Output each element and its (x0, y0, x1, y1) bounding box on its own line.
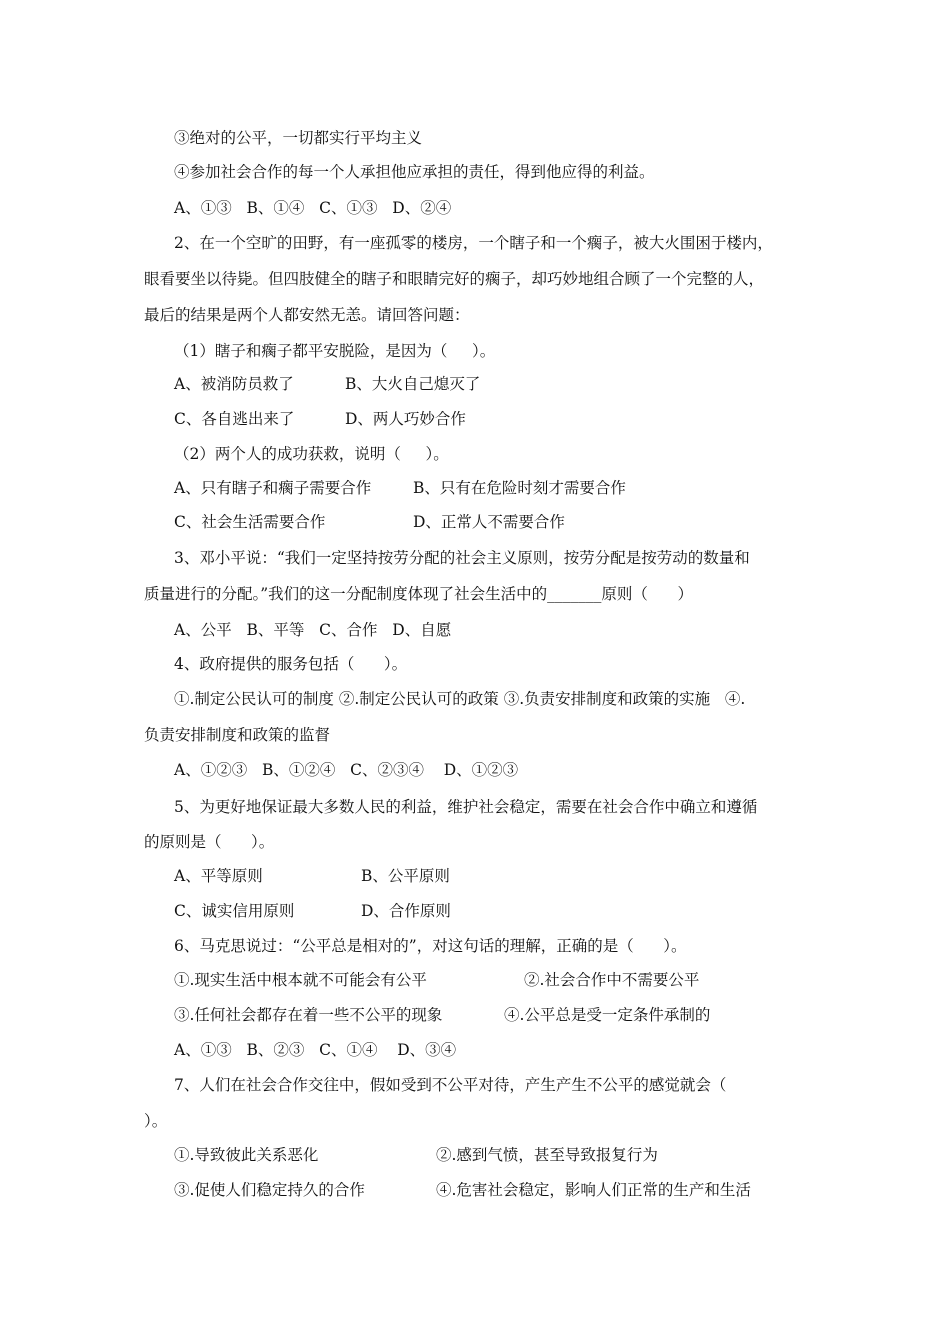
q4-stem: 4、政府提供的服务包括（ ）。 (174, 655, 408, 673)
q2-stem-line-3: 最后的结果是两个人都安然无恙。请回答问题： (144, 306, 470, 324)
q6-item-4: ④.公平总是受一定条件承制的 (504, 1006, 711, 1024)
q6-answer-options: A、①③ B、②③ C、①④ D、③④ (174, 1041, 457, 1059)
q5-option-c: C、诚实信用原则 (174, 902, 295, 920)
q5-option-b: B、公平原则 (361, 867, 450, 885)
q2-sub2-option-b: B、只有在危险时刻才需要合作 (413, 479, 626, 497)
q3-stem-line-2: 质量进行的分配。”我们的这一分配制度体现了社会生活中的_______原则（ ） (144, 585, 693, 603)
q2-sub1-option-d: D、两人巧妙合作 (345, 410, 466, 428)
q7-item-2: ②.感到气愤，甚至导致报复行为 (436, 1146, 658, 1164)
q1-answer-options: A、①③ B、①④ C、①③ D、②④ (174, 199, 452, 217)
q6-item-2: ②.社会合作中不需要公平 (524, 971, 700, 989)
q5-stem-line-1: 5、为更好地保证最大多数人民的利益，维护社会稳定，需要在社会合作中确立和遵循 (174, 798, 758, 816)
q5-option-d: D、合作原则 (361, 902, 451, 920)
q3-stem-line-1: 3、邓小平说：“我们一定坚持按劳分配的社会主义原则，按劳分配是按劳动的数量和 (174, 549, 750, 567)
q2-sub1-option-b: B、大火自己熄灭了 (345, 375, 481, 393)
q2-sub2-option-c: C、社会生活需要合作 (174, 513, 326, 531)
q7-item-1: ①.导致彼此关系恶化 (174, 1146, 319, 1164)
q6-stem: 6、马克思说过：“公平总是相对的”，对这句话的理解，正确的是（ ）。 (174, 937, 687, 955)
q7-item-4: ④.危害社会稳定，影响人们正常的生产和生活 (436, 1181, 751, 1199)
q7-stem-line-2: ）。 (144, 1112, 168, 1130)
q5-stem-line-2: 的原则是（ ）。 (144, 833, 275, 851)
q2-stem-line-1: 2、在一个空旷的田野，有一座孤零的楼房，一个瞎子和一个瘸子，被大火围困于楼内， (174, 234, 773, 252)
q5-option-a: A、平等原则 (174, 867, 263, 885)
q4-items-line-2: 负责安排制度和政策的监督 (144, 726, 331, 744)
q6-item-3: ③.任何社会都存在着一些不公平的现象 (174, 1006, 443, 1024)
q2-sub2-option-a: A、只有瞎子和瘸子需要合作 (174, 479, 372, 497)
q2-sub1: （1）瞎子和瘸子都平安脱险，是因为（ ）。 (174, 342, 496, 360)
q2-stem-line-2: 眼看要坐以待毙。但四肢健全的瞎子和眼睛完好的瘸子，却巧妙地组合顾了一个完整的人， (144, 270, 765, 288)
q2-sub1-option-a: A、被消防员救了 (174, 375, 294, 393)
option-line-3: ③绝对的公平，一切都实行平均主义 (174, 129, 423, 147)
q2-sub2-option-d: D、正常人不需要合作 (413, 513, 565, 531)
q6-item-1: ①.现实生活中根本就不可能会有公平 (174, 971, 427, 989)
q2-sub2: （2）两个人的成功获救，说明（ ）。 (174, 445, 449, 463)
option-line-4: ④参加社会合作的每一个人承担他应承担的责任，得到他应得的利益。 (174, 163, 655, 181)
q3-answer-options: A、公平 B、平等 C、合作 D、自愿 (174, 621, 452, 639)
q4-answer-options: A、①②③ B、①②④ C、②③④ D、①②③ (174, 761, 519, 779)
q7-stem-line-1: 7、人们在社会合作交往中，假如受到不公平对待，产生产生不公平的感觉就会（ (174, 1076, 727, 1094)
q4-items-line-1: ①.制定公民认可的制度 ②.制定公民认可的政策 ③.负责安排制度和政策的实施 ④. (174, 690, 746, 708)
q2-sub1-option-c: C、各自逃出来了 (174, 410, 295, 428)
q7-item-3: ③.促使人们稳定持久的合作 (174, 1181, 365, 1199)
